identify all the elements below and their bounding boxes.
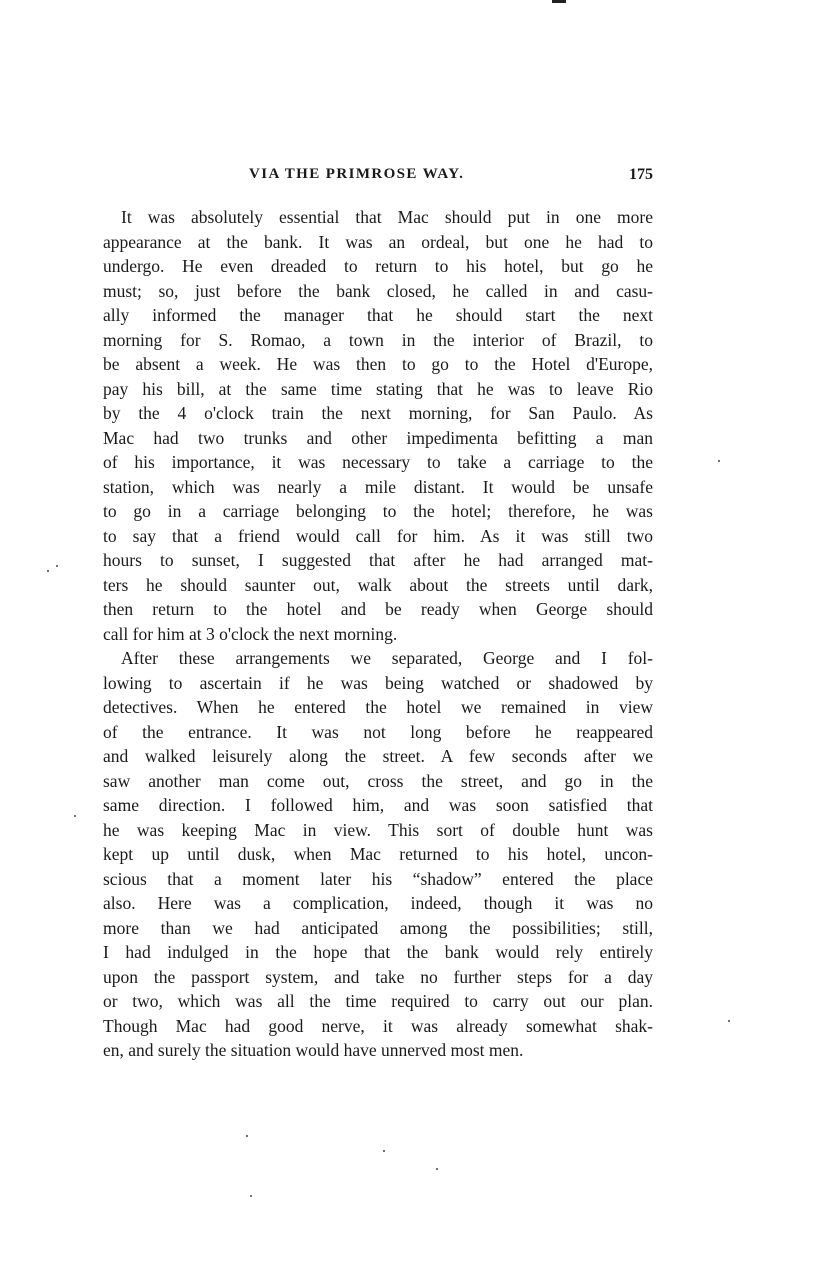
- text-line: also. Here was a complication, indeed, though it was no: [103, 893, 653, 913]
- text-line: ally informed the manager that he should start the next: [103, 305, 653, 325]
- text-line: Mac had two trunks and other impedimenta befitting a man: [103, 427, 653, 448]
- text-line: lowing to ascertain if he was being watched or shadowed by: [103, 672, 653, 693]
- scan-speck: [250, 1195, 252, 1197]
- page-number: 175: [629, 166, 653, 183]
- text-line: must; so, just before the bank closed, he called in and casu-: [103, 280, 653, 301]
- scan-speck: [47, 570, 49, 572]
- scan-speck: [56, 565, 58, 567]
- text-line: be absent a week. He was then to go to the Hotel d'Europe,: [103, 354, 653, 374]
- scan-speck: [383, 1150, 385, 1152]
- paragraph-2: [103, 646, 653, 1063]
- scan-speck: [436, 1168, 438, 1170]
- text-line: saw another man come out, cross the street, and go in the: [103, 770, 653, 791]
- text-line: same direction. I followed him, and was soon satisfied that: [103, 795, 653, 815]
- text-line: then return to the hotel and be ready when George should: [103, 599, 653, 619]
- text-line: to go in a carriage belonging to the hotel; therefore, he was: [103, 501, 653, 521]
- scan-speck: [718, 460, 720, 462]
- scan-speck: [728, 1020, 730, 1022]
- text-line: of his importance, it was necessary to take a carriage to the: [103, 452, 653, 472]
- text-line: morning for S. Romao, a town in the interior of Brazil, to: [103, 329, 653, 350]
- text-line: ters he should saunter out, walk about the streets until dark,: [103, 574, 653, 595]
- text-line: undergo. He even dreaded to return to his hotel, but go he: [103, 256, 653, 276]
- text-line: or two, which was all the time required to carry out our plan.: [103, 991, 653, 1011]
- text-line: more than we had anticipated among the possibilities; still,: [103, 917, 653, 938]
- text-line: en, and surely the situation would have unnerved most men.: [103, 1040, 524, 1060]
- top-edge-mark: [552, 0, 566, 3]
- text-line: I had indulged in the hope that the bank would rely entirely: [103, 942, 653, 962]
- text-line: After these arrangements we separated, George and I fol-: [121, 648, 653, 668]
- text-line: appearance at the bank. It was an ordeal, but one he had to: [103, 231, 653, 252]
- text-line: station, which was nearly a mile distant. It would be unsafe: [103, 476, 653, 497]
- text-line: scious that a moment later his “shadow” entered the place: [103, 868, 653, 889]
- text-line: It was absolutely essential that Mac should put in one more: [121, 207, 653, 227]
- body-text: [103, 205, 653, 1063]
- text-line: he was keeping Mac in view. This sort of double hunt was: [103, 819, 653, 840]
- text-line: hours to sunset, I suggested that after he had arranged mat-: [103, 550, 653, 570]
- text-line: Though Mac had good nerve, it was already somewhat shak-: [103, 1015, 653, 1036]
- text-line: detectives. When he entered the hotel we remained in view: [103, 697, 653, 717]
- scan-speck: [74, 815, 76, 817]
- paragraph-1: [103, 205, 653, 646]
- text-line: call for him at 3 o'clock the next morning.: [103, 623, 398, 644]
- text-line: pay his bill, at the same time stating that he was to leave Rio: [103, 378, 653, 399]
- text-line: and walked leisurely along the street. A few seconds after we: [103, 746, 653, 766]
- page-header: [103, 166, 653, 190]
- text-line: kept up until dusk, when Mac returned to his hotel, uncon-: [103, 844, 653, 864]
- running-head: VIA THE PRIMROSE WAY.: [249, 166, 465, 182]
- text-line: upon the passport system, and take no further steps for a day: [103, 966, 653, 987]
- text-line: of the entrance. It was not long before he reappeared: [103, 721, 653, 742]
- text-line: by the 4 o'clock train the next morning, for San Paulo. As: [103, 403, 653, 423]
- text-line: to say that a friend would call for him. As it was still two: [103, 525, 653, 546]
- scan-speck: [246, 1135, 248, 1137]
